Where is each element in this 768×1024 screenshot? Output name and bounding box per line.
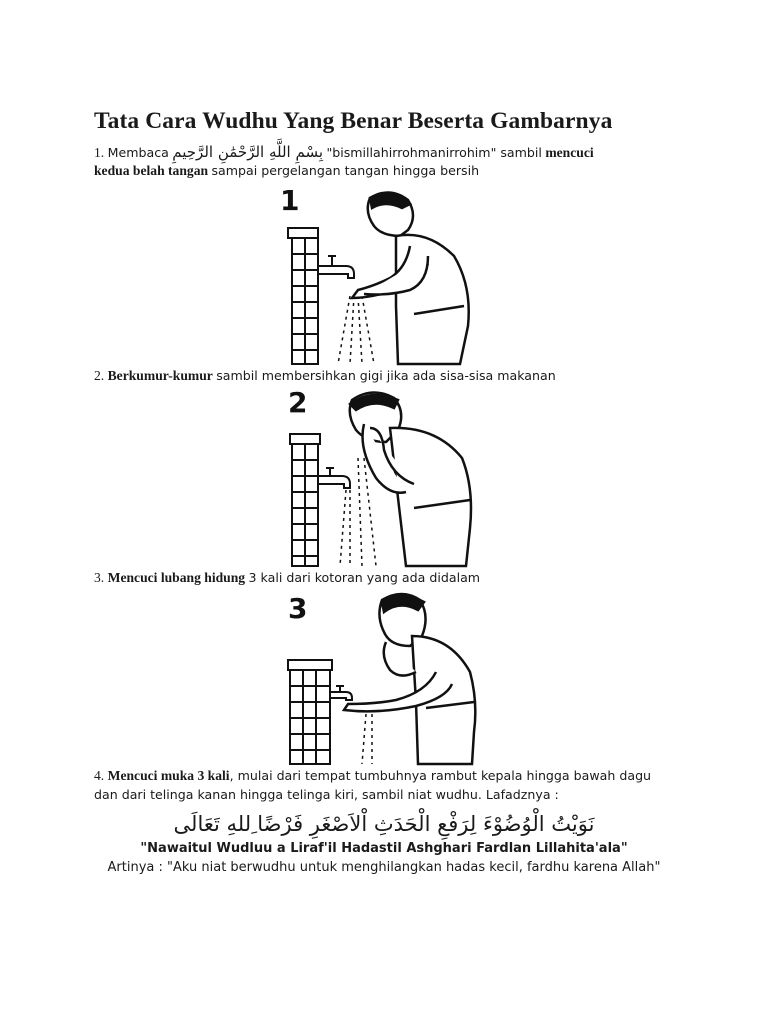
figure-number: 3	[288, 592, 308, 625]
step-number: 2.	[94, 368, 105, 383]
niat-latin: "Nawaitul Wudluu a Liraf'il Hadastil Ashghari Fardlan Lillahita'ala"	[140, 841, 628, 856]
brick-wall	[288, 660, 332, 764]
step-4-line-2	[94, 787, 559, 803]
arabic-basmalah: بِسْمِ اللَّهِ الرَّحْمَٰنِ الرَّحِيمِ	[172, 143, 324, 161]
step-2-line	[94, 368, 556, 384]
person-figure	[350, 392, 471, 566]
step-number: 1.	[94, 145, 105, 160]
figure-2-illustration	[286, 388, 478, 568]
faucet-icon	[318, 468, 350, 488]
person-figure	[344, 594, 475, 764]
figure-number: 2	[288, 388, 308, 419]
faucet-icon	[330, 686, 352, 700]
step-bold-text: Mencuci muka 3 kali	[107, 768, 230, 783]
step-text: , mulai dari tempat tumbuhnya rambut kepala hingga bawah dagu	[229, 768, 652, 783]
step-bold-text: Berkumur-kumur	[107, 368, 213, 383]
brick-wall	[290, 434, 320, 566]
brick-wall	[288, 228, 318, 364]
page-title: Tata Cara Wudhu Yang Benar Beserta Gambarnya	[94, 108, 613, 134]
step-3-line	[94, 570, 480, 586]
figure-number: 1	[280, 186, 300, 217]
faucet-icon	[318, 256, 354, 278]
step-1-line-2	[94, 163, 479, 179]
step-number: 4.	[94, 768, 105, 783]
step-4-line-1	[94, 768, 651, 784]
step-text: sampai pergelangan tangan hingga bersih	[211, 163, 480, 178]
niat-translation: Artinya : "Aku niat berwudhu untuk menghilangkan hadas kecil, fardhu karena Allah"	[107, 860, 661, 875]
step-text: "bismillahirrohmanirrohim" sambil	[326, 145, 542, 160]
step-number: 3.	[94, 570, 105, 585]
water-stream	[338, 296, 374, 364]
water-stream	[340, 458, 376, 566]
niat-arabic: نَوَيْتُ الْوُضُوْءَ لِرَفْعِ الْحَدَثِ اْلاَصْغَرِ فَرْضًا ِللهِ تَعَالَى	[173, 812, 595, 836]
step-1-line-1	[94, 143, 594, 161]
step-text: dan dari telinga kanan hingga telinga kiri, sambil niat wudhu. Lafadznya :	[94, 787, 559, 802]
step-bold-text: kedua belah tangan	[94, 163, 209, 178]
figure-1-illustration	[278, 186, 478, 366]
step-bold-text: Mencuci lubang hidung	[107, 570, 246, 585]
step-bold-text: mencuci	[545, 145, 594, 160]
figure-3-illustration	[286, 592, 480, 766]
step-text: sambil membersihkan gigi jika ada sisa-sisa makanan	[216, 368, 556, 383]
step-text: 3 kali dari kotoran yang ada didalam	[248, 570, 481, 585]
step-text: Membaca	[107, 145, 169, 160]
water-stream	[362, 714, 372, 764]
